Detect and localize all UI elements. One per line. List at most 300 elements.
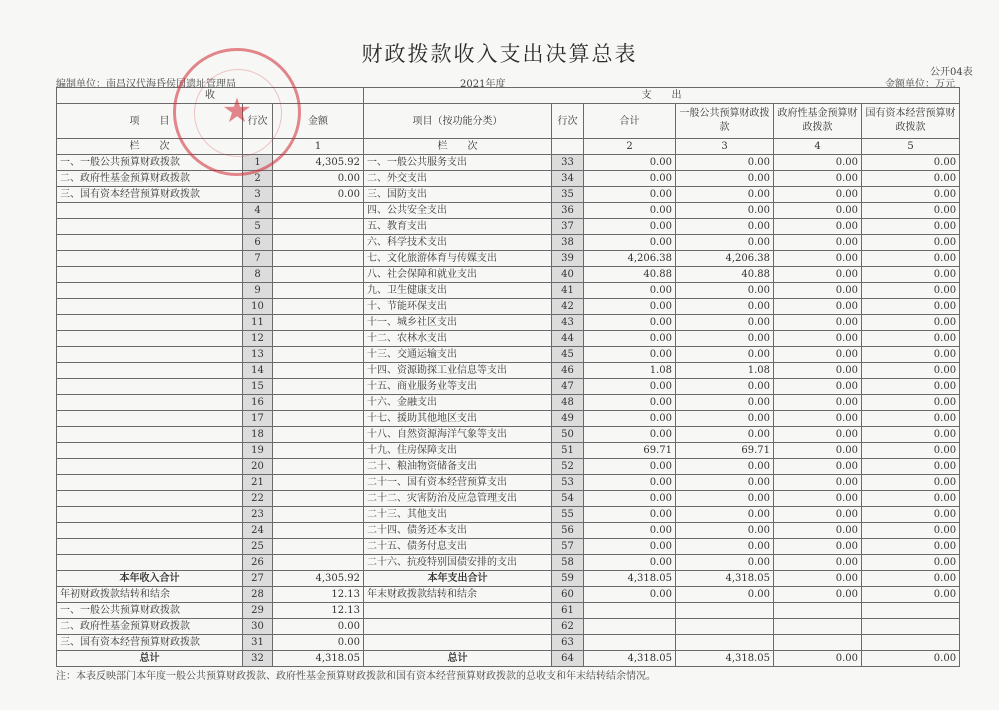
income-amount — [273, 283, 364, 299]
income-amount — [273, 539, 364, 555]
expense-row-no: 55 — [552, 507, 584, 523]
expense-total — [584, 619, 676, 635]
expense-item: 二十二、灾害防治及应急管理支出 — [364, 491, 552, 507]
table-row — [57, 603, 960, 619]
state-capital-amount: 0.00 — [862, 187, 960, 203]
income-row-no: 5 — [243, 219, 273, 235]
expense-row-no: 41 — [552, 283, 584, 299]
income-amount: 12.13 — [273, 587, 364, 603]
income-amount — [273, 267, 364, 283]
income-amount — [273, 555, 364, 571]
general-budget-amount: 0.00 — [676, 283, 774, 299]
fiscal-year: 2021年度 — [460, 79, 506, 90]
state-capital-amount: 0.00 — [862, 427, 960, 443]
expense-row-no: 33 — [552, 155, 584, 171]
general-budget-amount: 0.00 — [676, 331, 774, 347]
table-row — [57, 475, 960, 491]
expense-item: 十六、金融支出 — [364, 395, 552, 411]
expense-total: 0.00 — [584, 475, 676, 491]
expense-row-no-header: 行次 — [552, 104, 584, 139]
income-amount — [273, 475, 364, 491]
general-budget-amount: 1.08 — [676, 363, 774, 379]
state-capital-amount: 0.00 — [862, 395, 960, 411]
form-code: 公开04表 — [930, 67, 973, 78]
state-capital-amount: 0.00 — [862, 203, 960, 219]
income-item — [57, 395, 243, 411]
footnote: 注：本表反映部门本年度一般公共预算财政拨款、政府性基金预算财政拨款和国有资本经营预算财政拨款的总收支和年末结转结余情况。 — [56, 671, 656, 682]
income-amount: 0.00 — [273, 619, 364, 635]
table-row — [57, 251, 960, 267]
income-item: 一、一般公共预算财政拨款 — [57, 603, 243, 619]
col-index-4: 4 — [774, 139, 862, 155]
income-row-no-header: 行次 — [243, 104, 273, 139]
expense-item: 十四、资源勘探工业信息等支出 — [364, 363, 552, 379]
income-amount-header: 金额 — [273, 104, 364, 139]
income-amount: 0.00 — [273, 635, 364, 651]
income-item — [57, 379, 243, 395]
income-amount — [273, 443, 364, 459]
income-item — [57, 203, 243, 219]
col-index-3: 3 — [676, 139, 774, 155]
general-budget-amount: 0.00 — [676, 459, 774, 475]
table-row — [57, 443, 960, 459]
income-row-no: 7 — [243, 251, 273, 267]
table-row — [57, 203, 960, 219]
income-row-no: 12 — [243, 331, 273, 347]
state-capital-header: 国有资本经营预算财政拨款 — [862, 104, 960, 139]
expense-total: 0.00 — [584, 299, 676, 315]
expense-row-no: 63 — [552, 635, 584, 651]
general-budget-amount: 0.00 — [676, 187, 774, 203]
table-row — [57, 411, 960, 427]
fund-budget-amount: 0.00 — [774, 347, 862, 363]
expense-row-no: 58 — [552, 555, 584, 571]
state-capital-amount: 0.00 — [862, 411, 960, 427]
expense-total: 1.08 — [584, 363, 676, 379]
table-row — [57, 299, 960, 315]
expense-item: 八、社会保障和就业支出 — [364, 267, 552, 283]
budget-summary-table — [56, 87, 960, 667]
fund-budget-amount: 0.00 — [774, 427, 862, 443]
general-budget-amount: 0.00 — [676, 523, 774, 539]
state-capital-amount: 0.00 — [862, 523, 960, 539]
income-item — [57, 299, 243, 315]
expense-total: 0.00 — [584, 315, 676, 331]
income-row-no: 3 — [243, 187, 273, 203]
income-row-no: 1 — [243, 155, 273, 171]
state-capital-amount: 0.00 — [862, 651, 960, 667]
expense-group-header: 支 出 — [364, 88, 960, 104]
income-item — [57, 491, 243, 507]
fund-budget-amount: 0.00 — [774, 203, 862, 219]
income-item: 三、国有资本经营预算财政拨款 — [57, 635, 243, 651]
general-budget-amount: 0.00 — [676, 411, 774, 427]
general-budget-amount — [676, 619, 774, 635]
state-capital-amount: 0.00 — [862, 155, 960, 171]
income-amount — [273, 235, 364, 251]
expense-row-no: 40 — [552, 267, 584, 283]
expense-total: 0.00 — [584, 347, 676, 363]
general-budget-amount: 0.00 — [676, 299, 774, 315]
col-index-2: 2 — [584, 139, 676, 155]
fund-budget-amount: 0.00 — [774, 523, 862, 539]
state-capital-amount: 0.00 — [862, 347, 960, 363]
fund-budget-amount: 0.00 — [774, 379, 862, 395]
income-item — [57, 251, 243, 267]
income-row-no: 24 — [243, 523, 273, 539]
income-row-no: 20 — [243, 459, 273, 475]
general-budget-amount: 69.71 — [676, 443, 774, 459]
income-row-no: 8 — [243, 267, 273, 283]
income-amount — [273, 347, 364, 363]
expense-total: 0.00 — [584, 555, 676, 571]
income-row-no: 19 — [243, 443, 273, 459]
table-row — [57, 379, 960, 395]
expense-item: 二十、粮油物资储备支出 — [364, 459, 552, 475]
expense-row-no: 48 — [552, 395, 584, 411]
table-row — [57, 459, 960, 475]
income-amount — [273, 299, 364, 315]
income-row-no: 31 — [243, 635, 273, 651]
expense-total: 0.00 — [584, 187, 676, 203]
income-item — [57, 459, 243, 475]
expense-item: 二十三、其他支出 — [364, 507, 552, 523]
expense-item — [364, 635, 552, 651]
expense-item: 总计 — [364, 651, 552, 667]
fund-budget-amount: 0.00 — [774, 315, 862, 331]
expense-item: 二十一、国有资本经营预算支出 — [364, 475, 552, 491]
expense-row-no: 53 — [552, 475, 584, 491]
expense-total: 0.00 — [584, 523, 676, 539]
expense-row-no: 47 — [552, 379, 584, 395]
state-capital-amount: 0.00 — [862, 459, 960, 475]
expense-row-no: 52 — [552, 459, 584, 475]
state-capital-amount: 0.00 — [862, 379, 960, 395]
fund-budget-amount: 0.00 — [774, 187, 862, 203]
income-row-no: 4 — [243, 203, 273, 219]
fund-budget-amount: 0.00 — [774, 587, 862, 603]
expense-row-no: 36 — [552, 203, 584, 219]
expense-item: 十三、交通运输支出 — [364, 347, 552, 363]
income-row-no: 30 — [243, 619, 273, 635]
col-index-1: 1 — [273, 139, 364, 155]
state-capital-amount: 0.00 — [862, 443, 960, 459]
general-budget-amount: 4,318.05 — [676, 651, 774, 667]
income-item — [57, 235, 243, 251]
general-budget-amount: 0.00 — [676, 347, 774, 363]
fund-budget-amount: 0.00 — [774, 363, 862, 379]
general-budget-amount: 4,318.05 — [676, 571, 774, 587]
col-blank — [243, 139, 273, 155]
column-index-row — [57, 139, 960, 155]
state-capital-amount: 0.00 — [862, 315, 960, 331]
expense-total: 0.00 — [584, 171, 676, 187]
table-row — [57, 171, 960, 187]
fund-budget-amount — [774, 619, 862, 635]
income-item: 二、政府性基金预算财政拨款 — [57, 619, 243, 635]
expense-item: 三、国防支出 — [364, 187, 552, 203]
income-item — [57, 331, 243, 347]
fund-budget-amount: 0.00 — [774, 459, 862, 475]
table-row — [57, 507, 960, 523]
expense-total — [584, 603, 676, 619]
state-capital-amount — [862, 619, 960, 635]
group-header-row — [57, 88, 960, 104]
state-capital-amount: 0.00 — [862, 539, 960, 555]
income-item: 一、一般公共预算财政拨款 — [57, 155, 243, 171]
table-row — [57, 235, 960, 251]
income-amount: 0.00 — [273, 187, 364, 203]
income-item: 总计 — [57, 651, 243, 667]
income-row-no: 32 — [243, 651, 273, 667]
income-item — [57, 363, 243, 379]
income-row-no: 23 — [243, 507, 273, 523]
expense-row-no: 54 — [552, 491, 584, 507]
income-amount: 4,305.92 — [273, 571, 364, 587]
expense-item: 五、教育支出 — [364, 219, 552, 235]
income-item — [57, 555, 243, 571]
income-row-no: 21 — [243, 475, 273, 491]
general-budget-amount: 0.00 — [676, 203, 774, 219]
expense-row-no: 50 — [552, 427, 584, 443]
expense-item: 一、一般公共服务支出 — [364, 155, 552, 171]
table-row — [57, 283, 960, 299]
income-amount — [273, 411, 364, 427]
amount-unit: 金额单位：万元 — [885, 79, 955, 90]
income-amount — [273, 203, 364, 219]
col-blank — [552, 139, 584, 155]
general-budget-amount: 0.00 — [676, 475, 774, 491]
income-item — [57, 427, 243, 443]
state-capital-amount — [862, 603, 960, 619]
income-amount — [273, 459, 364, 475]
state-capital-amount: 0.00 — [862, 587, 960, 603]
income-row-no: 10 — [243, 299, 273, 315]
expense-item: 六、科学技术支出 — [364, 235, 552, 251]
general-budget-amount: 0.00 — [676, 539, 774, 555]
table-row — [57, 491, 960, 507]
general-budget-amount — [676, 603, 774, 619]
income-item: 二、政府性基金预算财政拨款 — [57, 171, 243, 187]
income-item-header: 项 目 — [57, 104, 243, 139]
state-capital-amount: 0.00 — [862, 507, 960, 523]
expense-total: 0.00 — [584, 491, 676, 507]
expense-item-header: 项目（按功能分类） — [364, 104, 552, 139]
general-budget-header: 一般公共预算财政拨款 — [676, 104, 774, 139]
expense-total-header: 合计 — [584, 104, 676, 139]
income-item — [57, 267, 243, 283]
table-row — [57, 267, 960, 283]
income-row-no: 2 — [243, 171, 273, 187]
expense-total: 0.00 — [584, 203, 676, 219]
table-row — [57, 523, 960, 539]
state-capital-amount: 0.00 — [862, 475, 960, 491]
table-row — [57, 363, 960, 379]
state-capital-amount: 0.00 — [862, 331, 960, 347]
expense-item: 二十四、债务还本支出 — [364, 523, 552, 539]
fund-budget-amount: 0.00 — [774, 651, 862, 667]
income-row-no: 13 — [243, 347, 273, 363]
expense-item: 十七、援助其他地区支出 — [364, 411, 552, 427]
income-amount — [273, 395, 364, 411]
fund-budget-amount: 0.00 — [774, 443, 862, 459]
col-index-5: 5 — [862, 139, 960, 155]
expense-total: 69.71 — [584, 443, 676, 459]
expense-row-no: 61 — [552, 603, 584, 619]
expense-item: 九、卫生健康支出 — [364, 283, 552, 299]
income-row-no: 11 — [243, 315, 273, 331]
general-budget-amount: 0.00 — [676, 555, 774, 571]
state-capital-amount: 0.00 — [862, 555, 960, 571]
income-row-no: 25 — [243, 539, 273, 555]
expense-row-no: 44 — [552, 331, 584, 347]
expense-row-no: 38 — [552, 235, 584, 251]
general-budget-amount: 0.00 — [676, 507, 774, 523]
fund-budget-amount: 0.00 — [774, 395, 862, 411]
expense-row-no: 34 — [552, 171, 584, 187]
general-budget-amount: 0.00 — [676, 315, 774, 331]
table-row — [57, 331, 960, 347]
col-label: 栏 次 — [364, 139, 552, 155]
expense-row-no: 59 — [552, 571, 584, 587]
expense-total: 0.00 — [584, 539, 676, 555]
income-row-no: 17 — [243, 411, 273, 427]
income-row-no: 29 — [243, 603, 273, 619]
table-row — [57, 187, 960, 203]
state-capital-amount: 0.00 — [862, 251, 960, 267]
general-budget-amount: 0.00 — [676, 379, 774, 395]
income-amount — [273, 315, 364, 331]
general-budget-amount: 0.00 — [676, 427, 774, 443]
expense-row-no: 62 — [552, 619, 584, 635]
expense-item: 七、文化旅游体育与传媒支出 — [364, 251, 552, 267]
table-row — [57, 555, 960, 571]
income-amount — [273, 379, 364, 395]
expense-total: 0.00 — [584, 587, 676, 603]
expense-total: 0.00 — [584, 507, 676, 523]
fund-budget-amount: 0.00 — [774, 475, 862, 491]
income-amount: 0.00 — [273, 171, 364, 187]
expense-total: 0.00 — [584, 379, 676, 395]
expense-item — [364, 619, 552, 635]
expense-row-no: 60 — [552, 587, 584, 603]
income-amount: 4,318.05 — [273, 651, 364, 667]
income-item — [57, 219, 243, 235]
fund-budget-amount: 0.00 — [774, 331, 862, 347]
fund-budget-amount: 0.00 — [774, 299, 862, 315]
income-amount — [273, 251, 364, 267]
income-amount — [273, 363, 364, 379]
income-item — [57, 475, 243, 491]
fund-budget-amount: 0.00 — [774, 507, 862, 523]
expense-total: 0.00 — [584, 219, 676, 235]
table-row — [57, 347, 960, 363]
fund-budget-amount: 0.00 — [774, 491, 862, 507]
fund-budget-amount: 0.00 — [774, 411, 862, 427]
expense-row-no: 51 — [552, 443, 584, 459]
fund-budget-amount: 0.00 — [774, 219, 862, 235]
income-amount — [273, 331, 364, 347]
general-budget-amount: 0.00 — [676, 235, 774, 251]
state-capital-amount: 0.00 — [862, 267, 960, 283]
fund-budget-amount: 0.00 — [774, 251, 862, 267]
expense-total: 4,318.05 — [584, 651, 676, 667]
state-capital-amount: 0.00 — [862, 299, 960, 315]
table-row — [57, 651, 960, 667]
expense-row-no: 42 — [552, 299, 584, 315]
fund-budget-amount — [774, 603, 862, 619]
general-budget-amount: 0.00 — [676, 491, 774, 507]
expense-row-no: 56 — [552, 523, 584, 539]
income-row-no: 22 — [243, 491, 273, 507]
income-row-no: 15 — [243, 379, 273, 395]
expense-item: 十九、住房保障支出 — [364, 443, 552, 459]
income-item: 三、国有资本经营预算财政拨款 — [57, 187, 243, 203]
table-row — [57, 219, 960, 235]
income-item — [57, 443, 243, 459]
expense-row-no: 37 — [552, 219, 584, 235]
income-row-no: 18 — [243, 427, 273, 443]
expense-row-no: 64 — [552, 651, 584, 667]
table-row — [57, 619, 960, 635]
expense-item: 十八、自然资源海洋气象等支出 — [364, 427, 552, 443]
column-header-row — [57, 104, 960, 139]
expense-total: 0.00 — [584, 411, 676, 427]
table-row — [57, 395, 960, 411]
income-group-header: 收 — [57, 88, 364, 104]
general-budget-amount: 4,206.38 — [676, 251, 774, 267]
income-item — [57, 347, 243, 363]
general-budget-amount: 0.00 — [676, 171, 774, 187]
expense-item: 二、外交支出 — [364, 171, 552, 187]
fund-budget-amount: 0.00 — [774, 539, 862, 555]
general-budget-amount: 0.00 — [676, 395, 774, 411]
income-row-no: 14 — [243, 363, 273, 379]
expense-row-no: 45 — [552, 347, 584, 363]
expense-total: 0.00 — [584, 331, 676, 347]
income-amount — [273, 491, 364, 507]
table-row — [57, 315, 960, 331]
expense-row-no: 39 — [552, 251, 584, 267]
expense-row-no: 43 — [552, 315, 584, 331]
expense-item — [364, 603, 552, 619]
income-item — [57, 411, 243, 427]
expense-item: 十二、农林水支出 — [364, 331, 552, 347]
income-item — [57, 523, 243, 539]
fund-budget-amount: 0.00 — [774, 571, 862, 587]
fund-budget-amount: 0.00 — [774, 555, 862, 571]
income-row-no: 26 — [243, 555, 273, 571]
state-capital-amount — [862, 635, 960, 651]
expense-total: 40.88 — [584, 267, 676, 283]
income-item: 年初财政拨款结转和结余 — [57, 587, 243, 603]
income-row-no: 9 — [243, 283, 273, 299]
expense-total: 4,318.05 — [584, 571, 676, 587]
compiling-unit: 编制单位：南昌汉代海昏侯国遗址管理局 — [56, 79, 236, 90]
income-amount — [273, 523, 364, 539]
fund-budget-amount: 0.00 — [774, 283, 862, 299]
income-row-no: 28 — [243, 587, 273, 603]
expense-item: 二十六、抗疫特别国债安排的支出 — [364, 555, 552, 571]
income-item — [57, 283, 243, 299]
expense-item: 年末财政拨款结转和结余 — [364, 587, 552, 603]
fund-budget-header: 政府性基金预算财政拨款 — [774, 104, 862, 139]
expense-total: 4,206.38 — [584, 251, 676, 267]
income-row-no: 16 — [243, 395, 273, 411]
state-capital-amount: 0.00 — [862, 219, 960, 235]
expense-item: 四、公共安全支出 — [364, 203, 552, 219]
income-item — [57, 507, 243, 523]
